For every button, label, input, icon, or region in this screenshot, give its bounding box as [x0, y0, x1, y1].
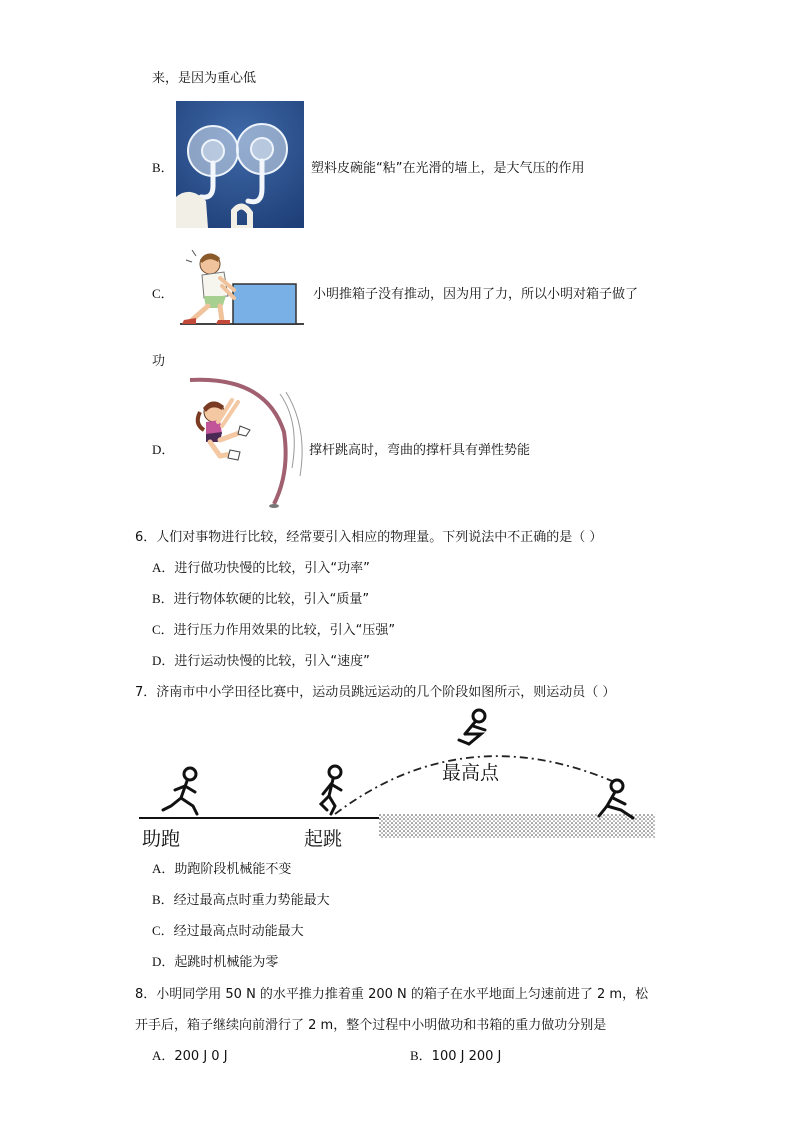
landing-figure [599, 780, 633, 818]
option-text: 100 J 200 J [431, 1049, 502, 1064]
option-text: 起跳时机械能为零 [174, 955, 279, 970]
option-c-letter: C． [152, 286, 174, 301]
option-text: 200 J 0 J [174, 1049, 228, 1064]
option-letter: B． [152, 892, 174, 907]
label-takeoff: 起跳 [304, 828, 343, 850]
option-letter: D． [152, 653, 175, 668]
q6-option-c [152, 619, 395, 638]
bent-pole [190, 380, 286, 504]
option-text: 进行做功快慢的比较，引入“功率” [174, 561, 370, 576]
label-run: 助跑 [142, 828, 181, 850]
q7-stem: 7．济南市中小学田径比赛中，运动员跳远运动的几个阶段如图所示，则运动员（ ） [135, 685, 616, 700]
boy-pushing-box-image [176, 248, 306, 330]
option-d-text: 撑杆跳高时，弯曲的撑杆具有弹性势能 [309, 443, 531, 458]
q8-stem-line2: 开手后，箱子继续向前滑行了 2 m，整个过程中小明做功和书箱的重力做功分别是 [135, 1018, 607, 1033]
option-letter: B． [152, 591, 174, 606]
option-letter: A． [152, 861, 175, 876]
q6-option-a [152, 557, 370, 576]
q6-stem: 6．人们对事物进行比较，经常要引入相应的物理量。下列说法中不正确的是（ ） [135, 530, 603, 545]
q7-option-b [152, 889, 330, 908]
option-letter: B． [410, 1048, 432, 1063]
option-letter: D． [152, 954, 175, 969]
q7-option-c [152, 920, 304, 939]
option-letter: A． [152, 560, 175, 575]
q7-option-a [152, 858, 291, 877]
option-b-letter: B． [152, 160, 174, 175]
q6-option-b [152, 588, 369, 607]
suction-hooks-image [176, 101, 304, 228]
option-letter: C． [152, 923, 174, 938]
option-c-text: 小明推箱子没有推动，因为用了力，所以小明对箱子做了 [313, 287, 639, 302]
option-letter: C． [152, 622, 174, 637]
q8-option-a [152, 1045, 228, 1064]
sand-pit [379, 814, 655, 838]
option-text: 进行压力作用效果的比较，引入“压强” [173, 623, 396, 638]
option-letter: A． [152, 1048, 175, 1063]
option-text: 经过最高点时重力势能最大 [173, 893, 330, 908]
box [233, 284, 296, 324]
option-text: 进行物体软硬的比较，引入“质量” [173, 592, 370, 607]
option-b-text: 塑料皮碗能“粘”在光滑的墙上，是大气压的作用 [311, 161, 585, 176]
long-jump-diagram [135, 706, 657, 852]
option-text: 助跑阶段机械能不变 [174, 862, 292, 877]
q7-option-d [152, 951, 278, 970]
option-c-tail: 功 [152, 354, 166, 369]
label-peak: 最高点 [442, 762, 500, 784]
option-text: 进行运动快慢的比较，引入“速度” [174, 654, 370, 669]
peak-figure [459, 710, 485, 744]
q8-option-b [410, 1045, 501, 1064]
option-text: 经过最高点时动能最大 [173, 924, 304, 939]
option-a-tail: 来，是因为重心低 [152, 71, 257, 86]
runner-figure [163, 768, 197, 814]
pole-vault-image [176, 372, 306, 512]
q8-stem-line1: 8．小明同学用 50 N 的水平推力推着重 200 N 的箱子在水平地面上匀速前进了 2 m，松 [135, 987, 649, 1002]
takeoff-figure [321, 766, 341, 814]
option-d-letter: D． [152, 442, 175, 457]
q6-option-d [152, 650, 370, 669]
